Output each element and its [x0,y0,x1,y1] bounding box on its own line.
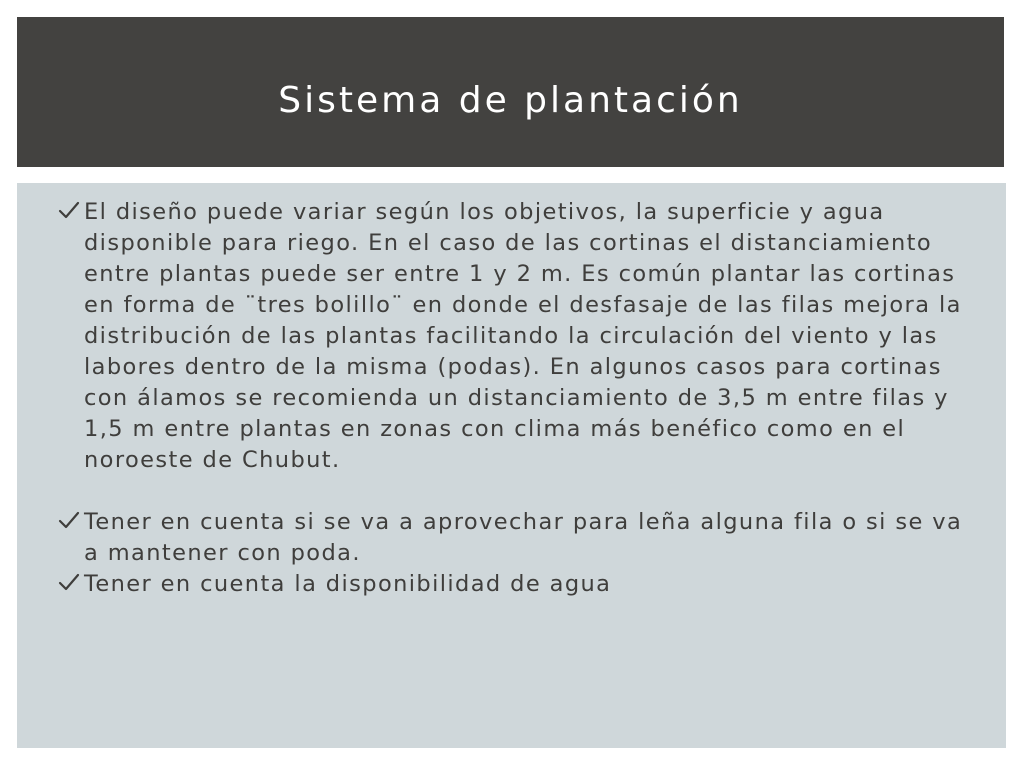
slide-title: Sistema de plantación [278,80,743,121]
check-icon [58,509,80,531]
bullet-list [17,197,1006,600]
check-icon [58,199,80,221]
title-bar [17,17,1004,167]
bullet-text: El diseño puede variar según los objetivos, la superficie y agua disponible para riego. En el caso de las cortinas el distanciamiento entre plantas puede ser entre 1 y 2 m. Es común plantar las cortinas en forma de ¨tres bolillo¨ en donde el desfasaje de las filas mejora la distribución de las plantas facilitando la circulación del viento y las labores dentro de la misma (podas). En algunos casos para cortinas con álamos se recomienda un distanciamiento de 3,5 m entre filas y 1,5 m entre plantas en zonas con clima más benéfico como en el noroeste de Chubut. [84,199,962,473]
bullet-item [17,197,1006,476]
bullet-text: Tener en cuenta la disponibilidad de agua [84,571,612,597]
bullet-text: Tener en cuenta si se va a aprovechar para leña alguna fila o si se va a mantener con poda. [84,509,963,566]
bullet-item [17,507,1006,569]
bullet-item [17,569,1006,600]
content-box [17,183,1006,748]
check-icon [58,571,80,593]
